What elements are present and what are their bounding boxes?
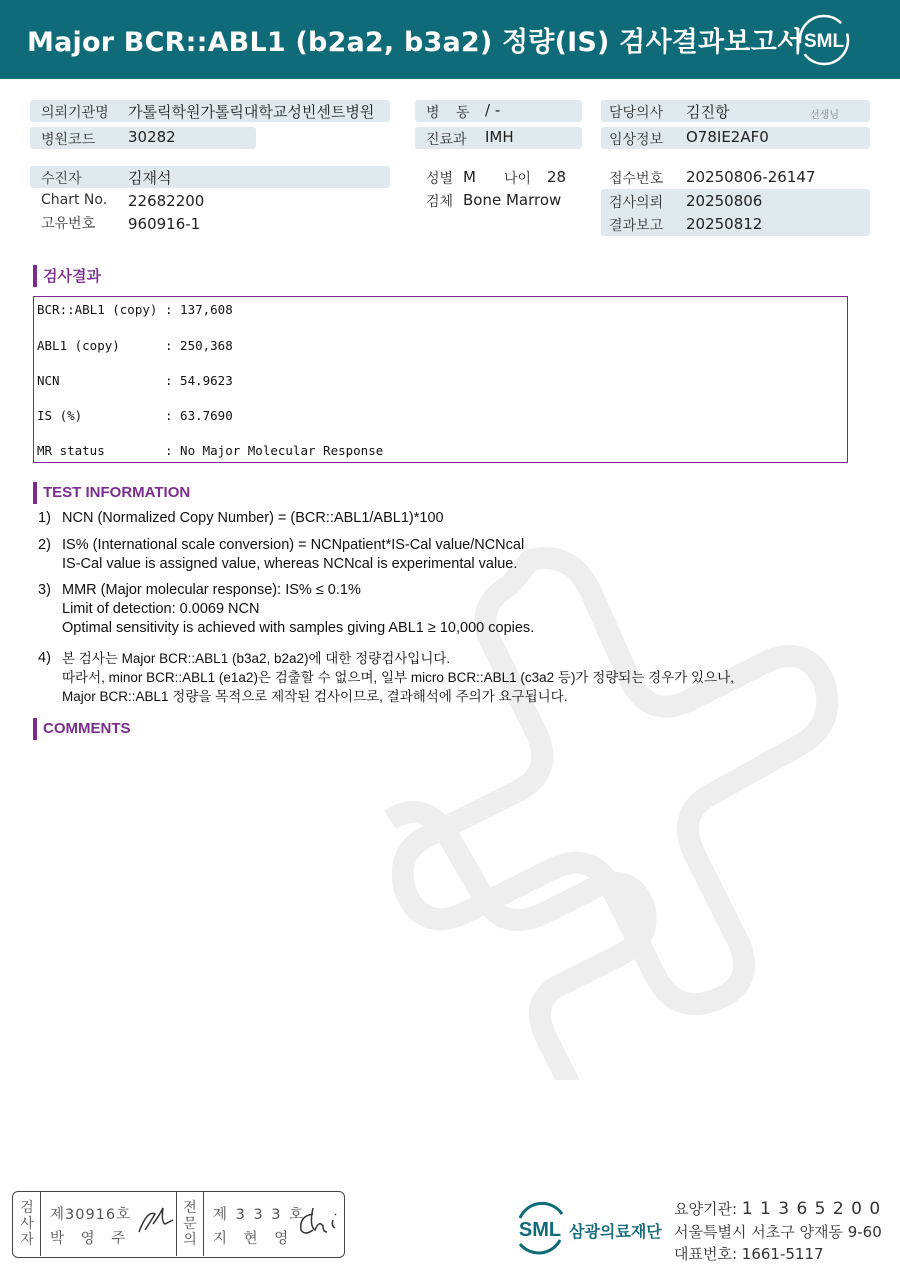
examiner-license: 제30916호: [50, 1207, 132, 1223]
specialist-name: 지 현 영: [213, 1231, 295, 1247]
sex-value: M: [463, 168, 476, 186]
item-number: 1): [38, 510, 51, 526]
result-value: : 250,368: [165, 338, 233, 353]
unique-value: 960916-1: [128, 215, 201, 233]
age-value: 28: [547, 168, 567, 186]
test-info-heading: TEST INFORMATION: [33, 482, 190, 504]
clinical-value: O78IE2AF0: [686, 128, 769, 146]
sex-label: 성별: [426, 171, 454, 187]
age-label: 나이: [504, 171, 532, 187]
examiner-signature-icon: [135, 1206, 177, 1238]
sml-logo-icon: [798, 14, 850, 66]
chart-label: Chart No.: [41, 192, 108, 208]
report-value: 20250812: [686, 215, 763, 233]
result-row: [37, 373, 233, 388]
result-key: NCN: [37, 373, 60, 388]
doctor-label: 담당의사: [609, 105, 664, 121]
result-value: : 63.7690: [165, 408, 233, 423]
item-line: Optimal sensitivity is achieved with samples giving ABL1 ≥ 10,000 copies.: [62, 620, 535, 636]
doctor-suffix: 선생님: [810, 110, 839, 121]
result-row: [37, 443, 383, 458]
examiner-name: 박 영 주: [50, 1231, 132, 1247]
item-line: NCN (Normalized Copy Number) = (BCR::ABL1/ABL1)*100: [62, 510, 444, 526]
institution-label: 의뢰기관명: [41, 105, 109, 121]
result-value: : 54.9623: [165, 373, 233, 388]
request-label: 검사의뢰: [609, 195, 664, 211]
patient-label: 수진자: [41, 171, 82, 187]
hospital-code-label: 병원코드: [41, 132, 96, 148]
result-key: ABL1 (copy): [37, 338, 120, 353]
unique-label: 고유번호: [41, 216, 96, 232]
provider-code: [674, 1198, 881, 1219]
result-row: [37, 302, 233, 317]
hospital-code-value: 30282: [128, 128, 176, 146]
item-line: Limit of detection: 0.0069 NCN: [62, 601, 260, 617]
item-number: 2): [38, 537, 51, 553]
phone-value: 1661-5117: [741, 1245, 824, 1263]
item-line: 본 검사는 Major BCR::ABL1 (b3a2, b2a2)에 대한 정량검사입니다.: [62, 651, 451, 666]
ward-label: 병 동: [426, 105, 476, 121]
phone: [674, 1243, 824, 1264]
provider-code-label: 요양기관:: [674, 1200, 738, 1218]
report-title: Major BCR::ABL1 (b2a2, b3a2) 정량(IS) 검사결과보고서: [27, 27, 804, 58]
footer-sml-logo-icon: [512, 1200, 568, 1256]
item-line: IS% (International scale conversion) = NCNpatient*IS-Cal value/NCNcal: [62, 537, 525, 553]
request-value: 20250806: [686, 192, 763, 210]
result-row: [37, 408, 233, 423]
item-number: 3): [38, 582, 51, 598]
specimen-label: 검체: [426, 194, 454, 210]
result-key: BCR::ABL1 (copy): [37, 302, 158, 317]
department-label: 진료과: [426, 132, 467, 148]
department-value: IMH: [485, 128, 514, 146]
item-number: 4): [38, 650, 51, 666]
results-box: [33, 296, 848, 463]
receipt-value: 20250806-26147: [686, 168, 816, 186]
foundation-name: 삼광의료재단: [569, 1222, 662, 1241]
results-heading: 검사결과: [33, 265, 101, 287]
phone-label: 대표번호:: [674, 1245, 738, 1263]
ward-value: / -: [485, 101, 501, 119]
signature-box: [12, 1191, 345, 1258]
chart-value: 22682200: [128, 192, 205, 210]
header-logo-text: SML: [803, 31, 845, 52]
report-label: 결과보고: [609, 218, 664, 234]
watermark-cross-icon: [360, 520, 900, 1080]
report-header: [0, 0, 900, 79]
result-value: : No Major Molecular Response: [165, 443, 384, 458]
provider-code-value: 1 1 3 6 5 2 0 0: [741, 1199, 882, 1219]
institution-value: 가톨릭학원가톨릭대학교성빈센트병원: [128, 103, 375, 121]
item-line: 따라서, minor BCR::ABL1 (e1a2)은 검출할 수 없으며, 일부 micro BCR::ABL1 (c3a2 등)가 정량되는 경우가 있으나,: [62, 670, 734, 685]
specialist-license: 제 3 3 3 호: [213, 1207, 306, 1223]
address: 서울특별시 서초구 양재동 9-60: [674, 1223, 882, 1241]
item-line: IS-Cal value is assigned value, whereas NCNcal is experimental value.: [62, 556, 518, 572]
result-key: IS (%): [37, 408, 83, 423]
result-value: : 137,608: [165, 302, 233, 317]
specimen-value: Bone Marrow: [463, 191, 562, 209]
specialist-label: 전 문 의: [183, 1200, 197, 1248]
result-key: MR status: [37, 443, 105, 458]
doctor-value: 김진항: [686, 103, 730, 121]
patient-value: 김재석: [128, 169, 172, 187]
receipt-label: 접수번호: [609, 171, 664, 187]
specialist-signature-icon: [295, 1206, 341, 1238]
meta-bar-patient: [30, 166, 390, 188]
comments-heading: COMMENTS: [33, 718, 131, 740]
examiner-label: 검 사 자: [20, 1200, 34, 1248]
result-row: [37, 338, 233, 353]
footer-logo-text: SML: [518, 1219, 562, 1241]
item-line: MMR (Major molecular response): IS% ≤ 0.1%: [62, 582, 361, 598]
item-line: Major BCR::ABL1 정량을 목적으로 제작된 검사이므로, 결과해석에 주의가 요구됩니다.: [62, 689, 568, 704]
clinical-label: 임상정보: [609, 132, 664, 148]
